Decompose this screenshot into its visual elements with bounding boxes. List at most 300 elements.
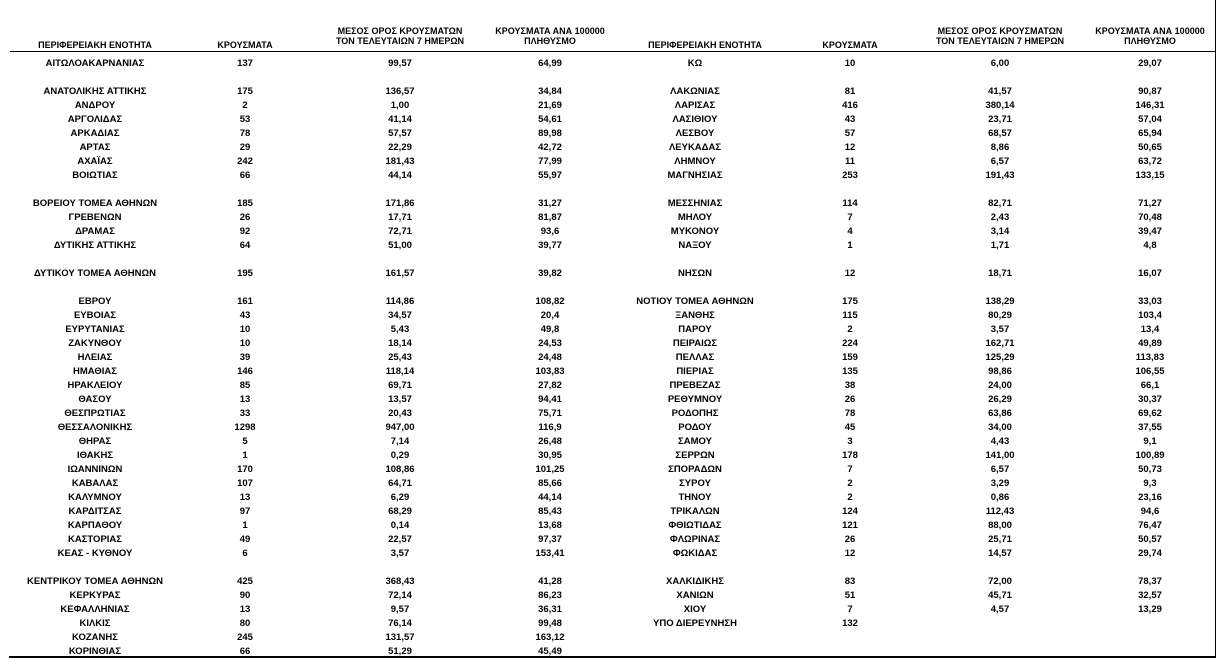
cases-cell: 114	[842, 198, 858, 209]
cases-cell: 7	[847, 604, 853, 615]
cases-cell: 6	[242, 548, 248, 559]
table-row	[0, 463, 1222, 477]
avg-cell: 4,43	[990, 436, 1010, 447]
cases-cell: 425	[237, 576, 253, 587]
cases-cell: 43	[239, 310, 251, 321]
region-cell: ΙΩΑΝΝΙΝΩΝ	[67, 464, 123, 475]
table-row	[0, 197, 1222, 211]
cases-cell: 1	[242, 450, 248, 461]
per100k-cell: 9,3	[1143, 478, 1157, 489]
region-cell: ΑΙΤΩΛΟΑΚΑΡΝΑΝΙΑΣ	[45, 58, 145, 69]
per100k-cell: 26,48	[538, 436, 562, 447]
header-per100k-line2: ΠΛΗΘΥΣΜΟ	[524, 36, 576, 46]
avg-cell: 108,86	[385, 464, 415, 475]
avg-cell: 51,29	[388, 646, 412, 657]
per100k-cell: 31,27	[538, 198, 562, 209]
per100k-cell: 34,84	[538, 86, 562, 97]
cases-cell: 2	[847, 492, 853, 503]
per100k-cell: 13,29	[1138, 604, 1162, 615]
avg-cell: 18,71	[988, 268, 1012, 279]
header-avg-left	[325, 26, 475, 46]
cases-cell: 13	[239, 394, 251, 405]
cases-cell: 416	[842, 100, 858, 111]
region-cell: ΡΟΔΟΥ	[678, 422, 712, 433]
header-cases-right: ΚΡΟΥΣΜΑΤΑ	[822, 40, 878, 50]
header-avg-right	[925, 26, 1075, 46]
per100k-cell: 41,28	[538, 576, 562, 587]
per100k-cell: 57,04	[1138, 114, 1162, 125]
per100k-cell: 97,37	[538, 534, 562, 545]
per100k-cell: 50,65	[1138, 142, 1162, 153]
per100k-cell: 116,9	[538, 422, 562, 433]
cases-cell: 242	[237, 156, 253, 167]
per100k-cell: 86,23	[538, 590, 562, 601]
header-per100k-line2: ΠΛΗΘΥΣΜΟ	[1124, 36, 1176, 46]
cases-cell: 4	[847, 226, 853, 237]
avg-cell: 20,43	[388, 408, 412, 419]
cases-cell: 26	[239, 212, 251, 223]
table-row	[0, 85, 1222, 99]
cases-cell: 39	[239, 352, 251, 363]
avg-cell: 181,43	[385, 156, 415, 167]
header-avg-line1: ΜΕΣΟΣ ΟΡΟΣ ΚΡΟΥΣΜΑΤΩΝ	[337, 26, 463, 36]
avg-cell: 88,00	[988, 520, 1012, 531]
avg-cell: 63,86	[988, 408, 1012, 419]
table-row	[0, 477, 1222, 491]
avg-cell: 34,57	[388, 310, 412, 321]
region-cell: ΜΕΣΣΗΝΙΑΣ	[667, 198, 723, 209]
cases-cell: 11	[844, 156, 856, 167]
per100k-cell: 93,6	[540, 226, 560, 237]
cases-cell: 3	[847, 436, 853, 447]
avg-cell: 2,43	[990, 212, 1010, 223]
table-row	[0, 379, 1222, 393]
per100k-cell: 24,48	[538, 352, 562, 363]
region-cell: ΚΑΣΤΟΡΙΑΣ	[68, 534, 122, 545]
region-cell: ΑΡΤΑΣ	[79, 142, 111, 153]
cases-cell: 83	[844, 576, 856, 587]
per100k-cell: 37,55	[1138, 422, 1162, 433]
avg-cell: 7,14	[390, 436, 410, 447]
cases-cell: 13	[239, 604, 251, 615]
cases-cell: 90	[239, 590, 251, 601]
header-per100k-left	[480, 26, 620, 46]
region-cell: ΗΡΑΚΛΕΙΟΥ	[67, 380, 123, 391]
cases-cell: 195	[237, 268, 253, 279]
region-cell: ΚΕΡΚΥΡΑΣ	[69, 590, 121, 601]
cases-cell: 66	[239, 170, 251, 181]
avg-cell: 138,29	[985, 296, 1015, 307]
cases-cell: 66	[239, 646, 251, 657]
cases-cell: 224	[842, 338, 858, 349]
region-cell: ΦΛΩΡΙΝΑΣ	[669, 534, 721, 545]
region-cell: ΜΗΛΟΥ	[677, 212, 713, 223]
per100k-cell: 20,4	[540, 310, 560, 321]
table-row	[0, 225, 1222, 239]
per100k-cell: 63,72	[1138, 156, 1162, 167]
avg-cell: 98,86	[988, 366, 1012, 377]
per100k-cell: 23,16	[1138, 492, 1162, 503]
region-cell: ΑΡΚΑΔΙΑΣ	[70, 128, 120, 139]
per100k-cell: 65,94	[1138, 128, 1162, 139]
per100k-cell: 42,72	[538, 142, 562, 153]
region-cell: ΚΟΡΙΝΘΙΑΣ	[68, 646, 122, 657]
cases-cell: 170	[237, 464, 253, 475]
avg-cell: 136,57	[385, 86, 415, 97]
table-row	[0, 603, 1222, 617]
table-row	[0, 435, 1222, 449]
header-rule-left	[10, 51, 620, 52]
avg-cell: 68,29	[388, 506, 412, 517]
region-cell: ΚΑΡΔΙΤΣΑΣ	[68, 506, 122, 517]
avg-cell: 9,57	[390, 604, 410, 615]
avg-cell: 3,29	[990, 478, 1010, 489]
region-cell: ΑΝΔΡΟΥ	[74, 100, 116, 111]
per100k-cell: 66,1	[1140, 380, 1160, 391]
per100k-cell: 103,83	[535, 366, 565, 377]
region-cell: ΖΑΚΥΝΘΟΥ	[68, 338, 122, 349]
per100k-cell: 9,1	[1143, 436, 1157, 447]
cases-cell: 38	[844, 380, 856, 391]
per100k-cell: 90,87	[1138, 86, 1162, 97]
per100k-cell: 30,95	[538, 450, 562, 461]
region-cell: ΣΕΡΡΩΝ	[675, 450, 715, 461]
table-row	[0, 519, 1222, 533]
per100k-cell: 85,66	[538, 478, 562, 489]
per100k-cell: 29,74	[1138, 548, 1162, 559]
per100k-cell: 33,03	[1138, 296, 1162, 307]
avg-cell: 22,57	[388, 534, 412, 545]
cases-cell: 80	[239, 618, 251, 629]
per100k-cell: 133,15	[1135, 170, 1165, 181]
region-cell: ΛΑΡΙΣΑΣ	[674, 100, 716, 111]
cases-cell: 43	[844, 114, 856, 125]
region-cell: ΞΑΝΘΗΣ	[675, 310, 715, 321]
cases-cell: 132	[842, 618, 858, 629]
cases-cell: 49	[239, 534, 251, 545]
region-cell: ΝΗΣΩΝ	[678, 268, 712, 279]
avg-cell: 162,71	[985, 338, 1015, 349]
cases-cell: 12	[844, 548, 856, 559]
cases-cell: 115	[842, 310, 858, 321]
per100k-cell: 81,87	[538, 212, 562, 223]
avg-cell: 368,43	[385, 576, 415, 587]
region-cell: ΚΕΝΤΡΙΚΟΥ ΤΟΜΕΑ ΑΘΗΝΩΝ	[27, 576, 163, 587]
cases-cell: 2	[847, 324, 853, 335]
per100k-cell: 49,8	[540, 324, 560, 335]
per100k-cell: 69,62	[1138, 408, 1162, 419]
header-avg-line2: ΤΟΝ ΤΕΛΕΥΤΑΙΩΝ 7 ΗΜΕΡΩΝ	[935, 36, 1065, 46]
avg-cell: 1,71	[990, 240, 1010, 251]
cases-cell: 29	[239, 142, 251, 153]
cases-cell: 137	[237, 58, 253, 69]
per100k-cell: 16,07	[1138, 268, 1162, 279]
region-cell: ΚΟΖΑΝΗΣ	[72, 632, 118, 643]
per100k-cell: 76,47	[1138, 520, 1162, 531]
per100k-cell: 71,27	[1138, 198, 1162, 209]
avg-cell: 41,57	[988, 86, 1012, 97]
table-row	[0, 141, 1222, 155]
avg-cell: 947,00	[385, 422, 415, 433]
table-row	[0, 323, 1222, 337]
avg-cell: 13,57	[388, 394, 412, 405]
region-cell: ΠΑΡΟΥ	[678, 324, 712, 335]
per100k-cell: 100,89	[1135, 450, 1165, 461]
cases-cell: 12	[844, 268, 856, 279]
avg-cell: 26,29	[988, 394, 1012, 405]
per100k-cell: 44,14	[538, 492, 562, 503]
avg-cell: 68,57	[988, 128, 1012, 139]
table-row	[0, 365, 1222, 379]
avg-cell: 191,43	[985, 170, 1015, 181]
region-cell: ΙΘΑΚΗΣ	[76, 450, 114, 461]
per100k-cell: 50,73	[1138, 464, 1162, 475]
table-row	[0, 57, 1222, 71]
cases-cell: 2	[847, 478, 853, 489]
cases-cell: 33	[239, 408, 251, 419]
table-row	[0, 505, 1222, 519]
avg-cell: 72,14	[388, 590, 412, 601]
avg-cell: 3,14	[990, 226, 1010, 237]
table-row	[0, 211, 1222, 225]
region-cell: ΦΩΚΙΔΑΣ	[672, 548, 718, 559]
avg-cell: 41,14	[388, 114, 412, 125]
cases-cell: 57	[844, 128, 856, 139]
cases-cell: 159	[842, 352, 858, 363]
avg-cell: 17,71	[388, 212, 412, 223]
region-cell: ΠΕΛΛΑΣ	[675, 352, 715, 363]
avg-cell: 3,57	[390, 548, 410, 559]
region-cell: ΧΙΟΥ	[683, 604, 707, 615]
avg-cell: 380,14	[985, 100, 1015, 111]
avg-cell: 161,57	[385, 268, 415, 279]
region-cell: ΑΝΑΤΟΛΙΚΗΣ ΑΤΤΙΚΗΣ	[43, 86, 147, 97]
avg-cell: 72,00	[988, 576, 1012, 587]
cases-cell: 10	[844, 58, 856, 69]
table-row	[0, 533, 1222, 547]
region-cell: ΗΜΑΘΙΑΣ	[73, 366, 117, 377]
region-cell: ΕΥΡΥΤΑΝΙΑΣ	[65, 324, 125, 335]
region-cell: ΤΡΙΚΑΛΩΝ	[670, 506, 720, 517]
table-row	[0, 351, 1222, 365]
per100k-cell: 30,37	[1138, 394, 1162, 405]
table-row	[0, 267, 1222, 281]
table-row	[0, 575, 1222, 589]
avg-cell: 34,00	[988, 422, 1012, 433]
cases-cell: 64	[239, 240, 251, 251]
per100k-cell: 108,82	[535, 296, 565, 307]
region-cell: ΒΟΙΩΤΙΑΣ	[72, 170, 118, 181]
per100k-cell: 55,97	[538, 170, 562, 181]
table-row	[0, 407, 1222, 421]
region-cell: ΛΑΚΩΝΙΑΣ	[670, 86, 720, 97]
per100k-cell: 106,55	[1135, 366, 1165, 377]
avg-cell: 3,57	[990, 324, 1010, 335]
per100k-cell: 99,48	[538, 618, 562, 629]
cases-cell: 1	[242, 520, 248, 531]
avg-cell: 82,71	[988, 198, 1012, 209]
table-row	[0, 295, 1222, 309]
per100k-cell: 75,71	[538, 408, 562, 419]
cases-cell: 26	[844, 534, 856, 545]
table-row	[0, 547, 1222, 561]
avg-cell: 45,71	[988, 590, 1012, 601]
per100k-cell: 64,99	[538, 58, 562, 69]
avg-cell: 171,86	[385, 198, 415, 209]
table-row	[0, 337, 1222, 351]
region-cell: ΛΕΥΚΑΔΑΣ	[668, 142, 722, 153]
region-cell: ΜΑΓΝΗΣΙΑΣ	[667, 170, 723, 181]
per100k-cell: 27,82	[538, 380, 562, 391]
region-cell: ΝΑΞΟΥ	[678, 240, 712, 251]
region-cell: ΜΥΚΟΝΟΥ	[670, 226, 720, 237]
avg-cell: 24,00	[988, 380, 1012, 391]
avg-cell: 44,14	[388, 170, 412, 181]
cases-cell: 1298	[234, 422, 256, 433]
cases-cell: 175	[237, 86, 253, 97]
per100k-cell: 4,8	[1143, 240, 1157, 251]
header-cases-left: ΚΡΟΥΣΜΑΤΑ	[217, 40, 273, 50]
avg-cell: 6,29	[390, 492, 410, 503]
cases-cell: 92	[239, 226, 251, 237]
table-row	[0, 239, 1222, 253]
region-cell: ΚΑΡΠΑΘΟΥ	[67, 520, 123, 531]
per100k-cell: 49,89	[1138, 338, 1162, 349]
region-cell: ΘΕΣΣΑΛΟΝΙΚΗΣ	[57, 422, 133, 433]
cases-cell: 45	[844, 422, 856, 433]
table-row	[0, 449, 1222, 463]
cases-cell: 161	[237, 296, 253, 307]
cases-cell: 5	[242, 436, 248, 447]
per100k-cell: 101,25	[535, 464, 565, 475]
table-row	[0, 645, 1222, 659]
avg-cell: 14,57	[988, 548, 1012, 559]
per100k-cell: 94,6	[1140, 506, 1160, 517]
avg-cell: 118,14	[385, 366, 415, 377]
table-row	[0, 127, 1222, 141]
region-cell: ΚΙΛΚΙΣ	[79, 618, 111, 629]
region-cell: ΑΧΑΪΑΣ	[77, 156, 113, 167]
table-row	[0, 589, 1222, 603]
avg-cell: 76,14	[388, 618, 412, 629]
cases-cell: 107	[237, 478, 253, 489]
region-cell: ΕΥΒΟΙΑΣ	[73, 310, 117, 321]
cases-cell: 1	[847, 240, 853, 251]
region-cell: ΗΛΕΙΑΣ	[77, 352, 113, 363]
per100k-cell: 146,31	[1135, 100, 1165, 111]
per100k-cell: 54,61	[538, 114, 562, 125]
region-cell: ΚΕΑΣ - ΚΥΘΝΟΥ	[57, 548, 133, 559]
per100k-cell: 94,41	[538, 394, 562, 405]
cases-cell: 81	[844, 86, 856, 97]
region-cell: ΚΩ	[687, 58, 703, 69]
cases-cell: 10	[239, 338, 251, 349]
region-cell: ΣΑΜΟΥ	[678, 436, 712, 447]
avg-cell: 6,57	[990, 156, 1010, 167]
cases-cell: 78	[239, 128, 251, 139]
region-cell: ΘΗΡΑΣ	[78, 436, 112, 447]
region-cell: ΛΕΣΒΟΥ	[675, 128, 715, 139]
cases-cell: 185	[237, 198, 253, 209]
avg-cell: 51,00	[388, 240, 412, 251]
cases-cell: 146	[237, 366, 253, 377]
header-per100k-line1: ΚΡΟΥΣΜΑΤΑ ΑΝΑ 100000	[495, 26, 605, 36]
per100k-cell: 153,41	[535, 548, 565, 559]
per100k-cell: 70,48	[1138, 212, 1162, 223]
avg-cell: 25,43	[388, 352, 412, 363]
cases-cell: 175	[842, 296, 858, 307]
avg-cell: 5,43	[390, 324, 410, 335]
cases-cell: 78	[844, 408, 856, 419]
avg-cell: 18,14	[388, 338, 412, 349]
region-cell: ΘΕΣΠΡΩΤΙΑΣ	[64, 408, 126, 419]
per100k-cell: 24,53	[538, 338, 562, 349]
region-cell: ΘΑΣΟΥ	[78, 394, 112, 405]
avg-cell: 25,71	[988, 534, 1012, 545]
region-cell: ΣΠΟΡΑΔΩΝ	[668, 464, 722, 475]
region-cell: ΠΡΕΒΕΖΑΣ	[669, 380, 721, 391]
region-cell: ΧΑΛΚΙΔΙΚΗΣ	[666, 576, 724, 587]
table-row	[0, 113, 1222, 127]
cases-cell: 85	[239, 380, 251, 391]
table-row	[0, 155, 1222, 169]
cases-cell: 135	[842, 366, 858, 377]
per100k-cell: 50,57	[1138, 534, 1162, 545]
avg-cell: 0,86	[990, 492, 1010, 503]
header-avg-line1: ΜΕΣΟΣ ΟΡΟΣ ΚΡΟΥΣΜΑΤΩΝ	[937, 26, 1063, 36]
region-cell: ΣΥΡΟΥ	[679, 478, 711, 489]
avg-cell: 112,43	[985, 506, 1015, 517]
cases-cell: 7	[847, 212, 853, 223]
region-cell: ΦΘΙΩΤΙΔΑΣ	[668, 520, 722, 531]
avg-cell: 22,29	[388, 142, 412, 153]
region-cell: ΝΟΤΙΟΥ ΤΟΜΕΑ ΑΘΗΝΩΝ	[636, 296, 754, 307]
region-cell: ΒΟΡΕΙΟΥ ΤΟΜΕΑ ΑΘΗΝΩΝ	[32, 198, 158, 209]
cases-cell: 97	[239, 506, 251, 517]
region-cell: ΠΕΙΡΑΙΩΣ	[672, 338, 718, 349]
per100k-cell: 85,43	[538, 506, 562, 517]
avg-cell: 23,71	[988, 114, 1012, 125]
region-cell: ΡΟΔΟΠΗΣ	[671, 408, 719, 419]
region-cell: ΥΠΟ ΔΙΕΡΕΥΝΗΣΗ	[653, 618, 737, 629]
region-cell: ΔΥΤΙΚΗΣ ΑΤΤΙΚΗΣ	[53, 240, 137, 251]
cases-cell: 26	[844, 394, 856, 405]
per100k-cell: 113,83	[1135, 352, 1165, 363]
cases-cell: 2	[242, 100, 248, 111]
avg-cell: 4,57	[990, 604, 1010, 615]
region-cell: ΕΒΡΟΥ	[78, 296, 112, 307]
region-cell: ΚΑΒΑΛΑΣ	[71, 478, 119, 489]
cases-cell: 245	[237, 632, 253, 643]
table-row	[0, 631, 1222, 645]
table-row	[0, 421, 1222, 435]
per100k-cell: 36,31	[538, 604, 562, 615]
per100k-cell: 32,57	[1138, 590, 1162, 601]
per100k-cell: 29,07	[1138, 58, 1162, 69]
table-row	[0, 99, 1222, 113]
cases-cell: 51	[844, 590, 856, 601]
cases-cell: 121	[842, 520, 858, 531]
table-row	[0, 169, 1222, 183]
region-cell: ΡΕΘΥΜΝΟΥ	[667, 394, 723, 405]
per100k-cell: 13,4	[1140, 324, 1160, 335]
per100k-cell: 39,47	[1138, 226, 1162, 237]
cases-cell: 7	[847, 464, 853, 475]
header-per100k-line1: ΚΡΟΥΣΜΑΤΑ ΑΝΑ 100000	[1095, 26, 1205, 36]
region-cell: ΔΡΑΜΑΣ	[75, 226, 115, 237]
table-row	[0, 617, 1222, 631]
region-cell: ΛΑΣΙΘΙΟΥ	[672, 114, 718, 125]
